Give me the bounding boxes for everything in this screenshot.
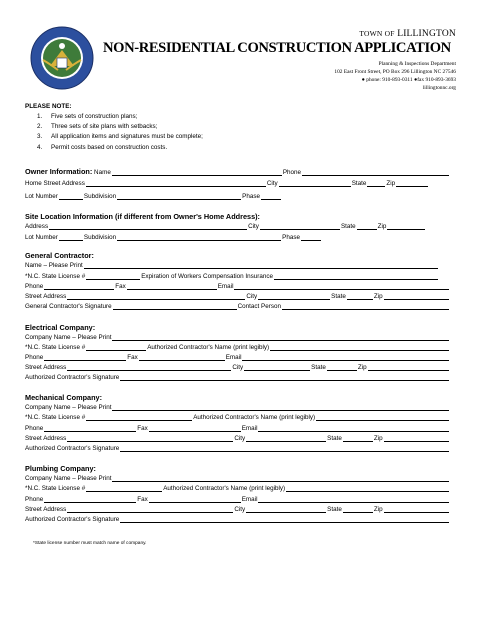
owner-city-label: City (266, 180, 278, 187)
mechanical-address-row (25, 432, 450, 442)
department-address: 102 East Front Street, PO Box 296 Lillington NC 27546 (334, 69, 456, 75)
plumbing-name-row (25, 472, 450, 482)
plumbing-city-label: City (234, 506, 246, 513)
plumbing-zip-label: Zip (373, 506, 383, 513)
license-footnote: *State license number must match name of company. (33, 541, 147, 546)
mechanical-license-field[interactable] (86, 413, 192, 421)
site-subdivision-label: Subdivision (83, 234, 117, 241)
plumbing-section-heading: Plumbing Company: (25, 464, 96, 473)
town-name: TOWN OF LILLINGTON (359, 29, 456, 39)
owner-lot-field[interactable] (59, 192, 83, 200)
site-city-field[interactable] (260, 222, 340, 230)
owner-street-field[interactable] (86, 179, 266, 187)
notes-list (37, 112, 203, 153)
general-city-field[interactable] (258, 292, 330, 300)
general-zip-label: Zip (373, 293, 383, 300)
owner-address-row (25, 177, 450, 187)
site-subdivision-field[interactable] (117, 233, 281, 241)
electrical-auth-name-label: Authorized Contractor's Name (print legibly) (147, 344, 270, 351)
general-fax-label: Fax (115, 283, 126, 290)
general-name-row (25, 259, 450, 269)
electrical-phone-label: Phone (25, 354, 44, 361)
owner-state-label: State (351, 180, 367, 187)
owner-zip-label: Zip (386, 180, 396, 187)
site-lot-field[interactable] (59, 233, 83, 241)
plumbing-city-field[interactable] (246, 505, 326, 513)
mechanical-city-field[interactable] (246, 434, 326, 442)
plumbing-fax-label: Fax (137, 496, 148, 503)
general-license-row (25, 270, 450, 280)
note-item: 2. Three sets of site plans with setbacks; (37, 123, 158, 131)
mechanical-license-label: *N.C. State License # (25, 414, 86, 421)
mechanical-zip-label: Zip (373, 435, 383, 442)
plumbing-name-label: Company Name – Please Print (25, 475, 112, 482)
site-address-label: Address (25, 223, 49, 230)
electrical-state-field[interactable] (327, 363, 357, 371)
owner-zip-field[interactable] (396, 179, 428, 187)
mechanical-state-field[interactable] (343, 434, 373, 442)
electrical-section-heading: Electrical Company: (25, 323, 96, 332)
electrical-signature-row (25, 371, 450, 381)
site-city-label: City (248, 223, 259, 230)
electrical-name-row (25, 331, 450, 341)
mechanical-signature-row (25, 442, 450, 452)
owner-phone-label: Phone (282, 169, 302, 176)
electrical-phone-field[interactable] (44, 353, 126, 361)
mechanical-fax-label: Fax (137, 425, 148, 432)
plumbing-phone-row (25, 493, 450, 503)
plumbing-phone-label: Phone (25, 496, 44, 503)
mechanical-signature-field[interactable] (120, 444, 449, 452)
plumbing-auth-name-label: Authorized Contractor's Name (print legibly) (163, 485, 286, 492)
electrical-city-field[interactable] (244, 363, 310, 371)
owner-state-field[interactable] (367, 179, 385, 187)
mechanical-phone-row (25, 422, 450, 432)
owner-city-field[interactable] (279, 179, 351, 187)
department-contact-block (334, 60, 456, 92)
electrical-license-field[interactable] (86, 343, 146, 351)
mechanical-zip-field[interactable] (384, 434, 449, 442)
mechanical-phone-field[interactable] (44, 424, 136, 432)
general-signature-label: General Contractor's Signature (25, 303, 112, 310)
plumbing-street-label: Street Address (25, 506, 67, 513)
electrical-signature-field[interactable] (120, 373, 449, 381)
owner-name-row (25, 165, 450, 176)
general-street-field[interactable] (67, 292, 245, 300)
general-name-label: Name – Please Print (25, 262, 83, 269)
owner-section-heading: Owner Information: (25, 167, 93, 176)
general-fax-field[interactable] (127, 282, 217, 290)
electrical-street-label: Street Address (25, 364, 67, 371)
electrical-city-label: City (232, 364, 244, 371)
electrical-street-field[interactable] (67, 363, 231, 371)
general-license-field[interactable] (86, 272, 140, 280)
mechanical-street-label: Street Address (25, 435, 67, 442)
owner-phase-field[interactable] (261, 192, 281, 200)
general-workers-comp-field[interactable] (274, 272, 438, 280)
department-name: Planning & Inspections Department (378, 61, 456, 67)
notes-heading: PLEASE NOTE: (25, 103, 72, 110)
plumbing-state-field[interactable] (343, 505, 373, 513)
site-lot-label: Lot Number (25, 234, 58, 241)
general-email-field[interactable] (234, 282, 449, 290)
site-zip-label: Zip (377, 223, 387, 230)
general-workers-comp-label: Expiration of Workers Compensation Insurance (141, 273, 274, 280)
application-title: NON-RESIDENTIAL CONSTRUCTION APPLICATION (103, 40, 451, 56)
mechanical-street-field[interactable] (67, 434, 233, 442)
general-street-label: Street Address (25, 293, 67, 300)
mechanical-state-label: State (327, 435, 342, 442)
mechanical-email-label: Email (241, 425, 258, 432)
owner-subdivision-label: Subdivision (83, 193, 117, 200)
general-phone-label: Phone (25, 283, 44, 290)
mechanical-city-label: City (234, 435, 246, 442)
plumbing-state-label: State (327, 506, 342, 513)
mechanical-license-row (25, 411, 450, 421)
note-item: 1. Five sets of construction plans; (37, 113, 138, 120)
general-section-heading: General Contractor: (25, 251, 94, 260)
department-phone-fax: ● phone: 910-893-0311 ●fax 910-893-3693 (361, 77, 456, 83)
general-email-label: Email (217, 283, 234, 290)
mechanical-email-field[interactable] (258, 424, 449, 432)
plumbing-email-label: Email (241, 496, 258, 503)
electrical-name-field[interactable] (112, 333, 449, 341)
site-state-field[interactable] (357, 222, 377, 230)
general-signature-field[interactable] (113, 302, 237, 310)
mechanical-signature-label: Authorized Contractor's Signature (25, 445, 120, 452)
plumbing-address-row (25, 503, 450, 513)
note-item: 4. Permit costs based on construction costs. (37, 143, 168, 151)
general-address-row (25, 290, 450, 300)
mechanical-name-row (25, 401, 450, 411)
site-phase-field[interactable] (301, 233, 321, 241)
general-zip-field[interactable] (384, 292, 449, 300)
plumbing-license-label: *N.C. State License # (25, 485, 86, 492)
plumbing-auth-name-field[interactable] (286, 484, 449, 492)
owner-subdivision-field[interactable] (117, 192, 241, 200)
electrical-email-label: Email (225, 354, 242, 361)
owner-lot-row (25, 190, 450, 200)
plumbing-license-row (25, 482, 450, 492)
plumbing-signature-row (25, 513, 450, 523)
electrical-zip-field[interactable] (368, 363, 449, 371)
town-seal-logo (30, 26, 94, 90)
mechanical-auth-name-label: Authorized Contractor's Name (print legibly) (193, 414, 316, 421)
mechanical-section-heading: Mechanical Company: (25, 393, 103, 402)
electrical-email-field[interactable] (242, 353, 449, 361)
electrical-zip-label: Zip (357, 364, 367, 371)
electrical-name-label: Company Name – Please Print (25, 334, 112, 341)
mechanical-auth-name-field[interactable] (316, 413, 449, 421)
mechanical-fax-field[interactable] (149, 424, 241, 432)
plumbing-phone-field[interactable] (44, 495, 136, 503)
owner-name-field[interactable] (112, 168, 282, 176)
general-contact-label: Contact Person (237, 303, 282, 310)
electrical-address-row (25, 361, 450, 371)
general-contact-field[interactable] (282, 302, 449, 310)
general-signature-row (25, 300, 450, 310)
owner-name-label: Name (94, 169, 111, 176)
mechanical-phone-label: Phone (25, 425, 44, 432)
general-state-label: State (331, 293, 346, 300)
owner-lot-label: Lot Number (25, 193, 58, 200)
owner-phone-field[interactable] (302, 168, 449, 176)
electrical-phone-row (25, 351, 450, 361)
plumbing-signature-field[interactable] (120, 515, 449, 523)
mechanical-name-field[interactable] (112, 403, 449, 411)
electrical-state-label: State (311, 364, 326, 371)
site-lot-row (25, 231, 450, 241)
general-city-label: City (246, 293, 258, 300)
owner-phase-label: Phase (242, 193, 260, 200)
plumbing-email-field[interactable] (258, 495, 449, 503)
note-item: 3. All application items and signatures must be complete; (37, 133, 203, 141)
electrical-auth-name-field[interactable] (270, 343, 449, 351)
general-phone-field[interactable] (44, 282, 114, 290)
department-website: lillingtonnc.org (422, 85, 456, 91)
site-zip-field[interactable] (387, 222, 425, 230)
electrical-fax-field[interactable] (139, 353, 225, 361)
site-address-row (25, 220, 450, 230)
electrical-fax-label: Fax (127, 354, 138, 361)
page-header (0, 0, 480, 96)
general-state-field[interactable] (347, 292, 373, 300)
site-address-field[interactable] (49, 222, 247, 230)
plumbing-fax-field[interactable] (149, 495, 241, 503)
plumbing-zip-field[interactable] (384, 505, 449, 513)
electrical-signature-label: Authorized Contractor's Signature (25, 374, 120, 381)
mechanical-name-label: Company Name – Please Print (25, 404, 112, 411)
site-phase-label: Phase (282, 234, 300, 241)
plumbing-name-field[interactable] (112, 474, 449, 482)
general-phone-row (25, 280, 450, 290)
owner-street-label: Home Street Address (25, 180, 85, 187)
electrical-license-label: *N.C. State License # (25, 344, 86, 351)
site-state-label: State (340, 223, 356, 230)
plumbing-signature-label: Authorized Contractor's Signature (25, 516, 120, 523)
general-license-label: *N.C. State License # (25, 273, 86, 280)
general-name-field[interactable] (84, 261, 438, 269)
plumbing-street-field[interactable] (67, 505, 233, 513)
electrical-license-row (25, 341, 450, 351)
site-section-heading: Site Location Information (if different from Owner's Home Address): (25, 212, 260, 221)
plumbing-license-field[interactable] (86, 484, 162, 492)
